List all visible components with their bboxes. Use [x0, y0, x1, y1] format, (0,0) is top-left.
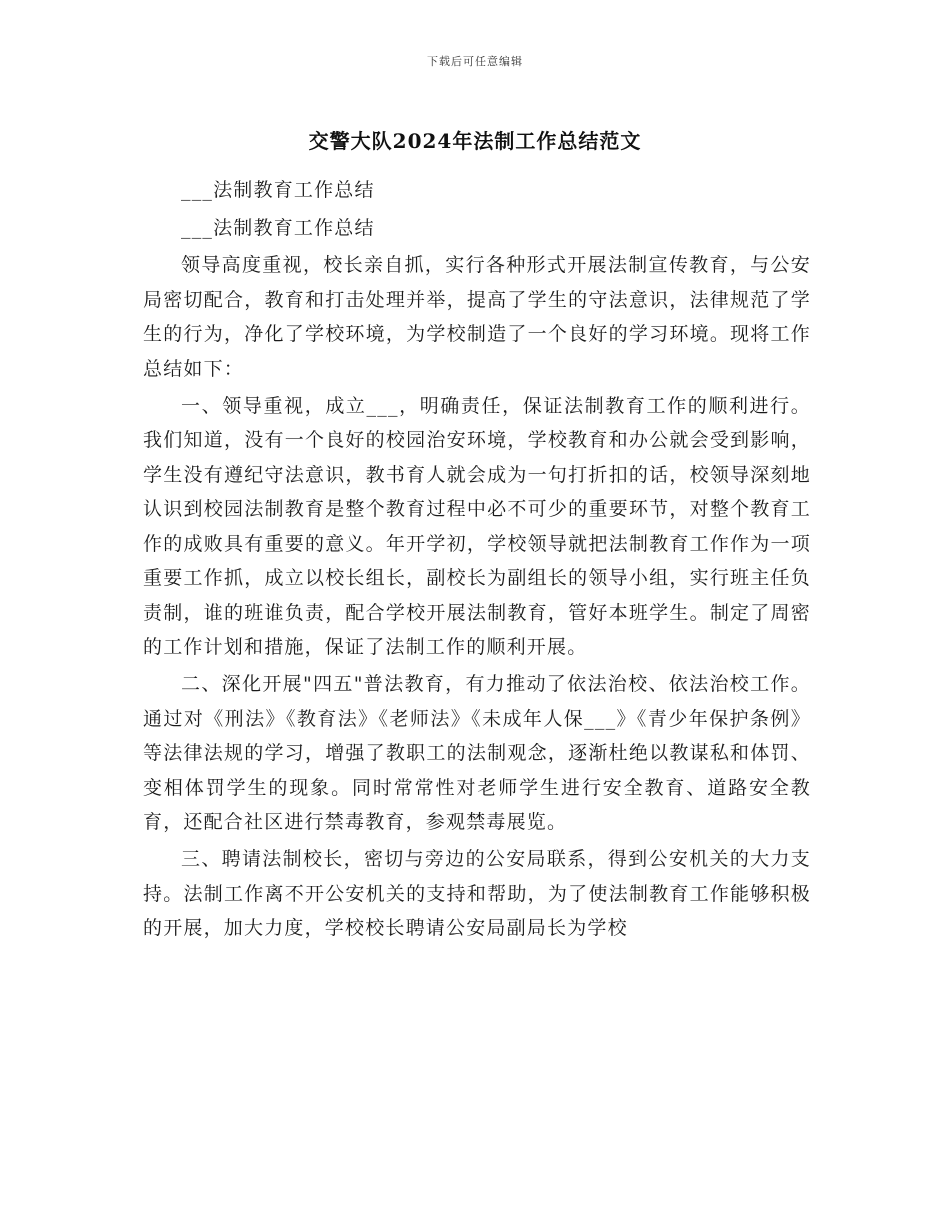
paragraph: 三、聘请法制校长，密切与旁边的公安局联系，得到公安机关的大力支持。法制工作离不开公安机关的支持和帮助，为了使法制教育工作能够积极的开展，加大力度，学校校长聘请公安局副局长为学校: [143, 848, 811, 939]
subtitle-line: ___法制教育工作总结: [181, 216, 375, 239]
document-body: [143, 173, 811, 948]
paragraph: 一、领导重视，成立___，明确责任，保证法制教育工作的顺利进行。我们知道，没有一个良好的校园治安环境，学校教育和办公就会受到影响，学生没有遵纪守法意识，教书育人就会成为一句打折扣的话，校领导深刻地认识到校园法制教育是整个教育过程中必不可少的重要环节，对整个教育工作的成败具有重要的意义。年开学初，学校领导就把法制教育工作作为一项重要工作抓，成立以校长组长，副校长为副组长的领导小组，实行班主任负责制，谁的班谁负责，配合学校开展法制教育，管好本班学生。制定了周密的工作计划和措施，保证了法制工作的顺利开展。: [143, 394, 811, 658]
subtitle-line: ___法制教育工作总结: [181, 179, 375, 201]
header-note: 下载后可任意编辑: [427, 55, 523, 68]
document-title: 交警大队2024年法制工作总结范文: [308, 129, 642, 153]
paragraph: 领导高度重视，校长亲自抓，实行各种形式开展法制宣传教育，与公安局密切配合，教育和打击处理并举，提高了学生的守法意识，法律规范了学生的行为，净化了学校环境，为学校制造了一个良好的学习环境。现将工作总结如下：: [143, 254, 811, 380]
paragraph: 二、深化开展"四五"普法教育，有力推动了依法治校、依法治校工作。通过对《刑法》《教育法》《老师法》《未成年人保___》《青少年保护条例》等法律法规的学习，增强了教职工的法制观念，逐渐杜绝以教谋私和体罚、变相体罚学生的现象。同时常常性对老师学生进行安全教育、道路安全教育，还配合社区进行禁毒教育，参观禁毒展览。: [143, 673, 811, 833]
